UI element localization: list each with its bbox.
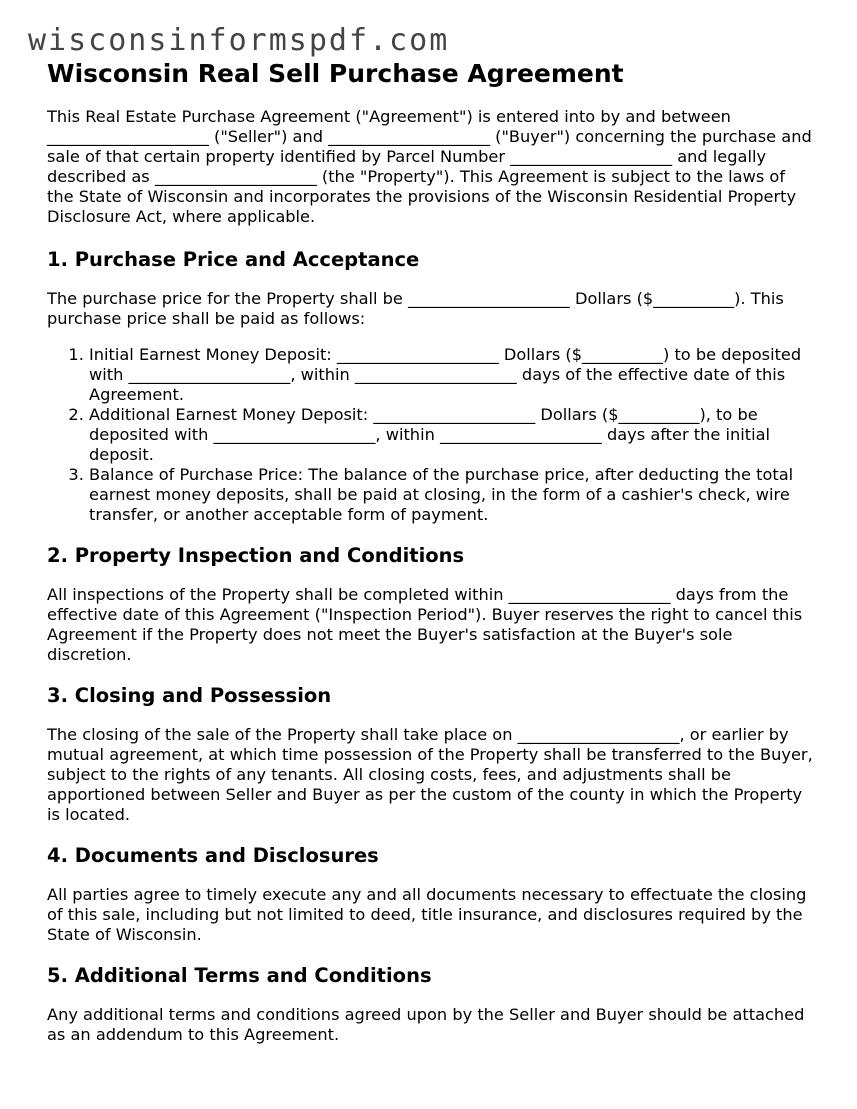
section-closing [47,684,815,825]
list-item: 1. Initial Earnest Money Deposit: ____________________ Dollars ($__________) to be deposited with ____________________, within ____________________ days of the effective date of this Agreement. [89,345,815,405]
section-body: All inspections of the Property shall be completed within ____________________ days from the effective date of this Agreement ("Inspection Period"). Buyer reserves the right to cancel this Agreement if the Property does not meet the Buyer's satisfaction at the Buyer's sole discretion. [47,585,803,664]
payment-steps-list [47,345,815,525]
document-page [47,58,815,1045]
section-body: The closing of the sale of the Property shall take place on ____________________, or earlier by mutual agreement, at which time possession of the Property shall be transferred to the Buyer, subject to the rights of any tenants. All closing costs, fees, and adjustments shall be apportioned between Seller and Buyer as per the custom of the county in which the Property is located. [47,725,813,824]
list-item: 2. Additional Earnest Money Deposit: ____________________ Dollars ($__________), to be deposited with ____________________, within ____________________ days after the initial deposit. [89,405,815,465]
document-title: Wisconsin Real Sell Purchase Agreement [47,59,624,88]
section-inspection [47,544,815,665]
section-heading: 2. Property Inspection and Conditions [47,544,465,567]
section-heading: 5. Additional Terms and Conditions [47,964,432,987]
section-heading: 4. Documents and Disclosures [47,844,379,867]
section-documents [47,844,815,945]
section-purchase-price [47,248,815,525]
list-item: 3. Balance of Purchase Price: The balance of the purchase price, after deducting the total earnest money deposits, shall be paid at closing, in the form of a cashier's check, wire transfer, or another acceptable form of payment. [89,465,815,525]
section-body: Any additional terms and conditions agreed upon by the Seller and Buyer should be attached as an addendum to this Agreement. [47,1005,805,1044]
section-additional-terms [47,964,815,1045]
section-heading: 3. Closing and Possession [47,684,332,707]
section-body: All parties agree to timely execute any and all documents necessary to effectuate the closing of this sale, including but not limited to deed, title insurance, and disclosures required by the State of Wisconsin. [47,885,807,944]
watermark-text: wisconsinformspdf.com [28,23,450,58]
section-body: The purchase price for the Property shall be ____________________ Dollars ($__________). This purchase price shall be paid as follows: [47,289,784,328]
section-heading: 1. Purchase Price and Acceptance [47,248,420,271]
intro-paragraph: This Real Estate Purchase Agreement ("Agreement") is entered into by and between ____________________ ("Seller") and ____________________ ("Buyer") concerning the purchase and sale of that certain property identified by Parcel Number ____________________ and legally described as ____________________ (the "Property"). This Agreement is subject to the laws of the State of Wisconsin and incorporates the provisions of the Wisconsin Residential Property Disclosure Act, where applicable. [47,107,812,226]
